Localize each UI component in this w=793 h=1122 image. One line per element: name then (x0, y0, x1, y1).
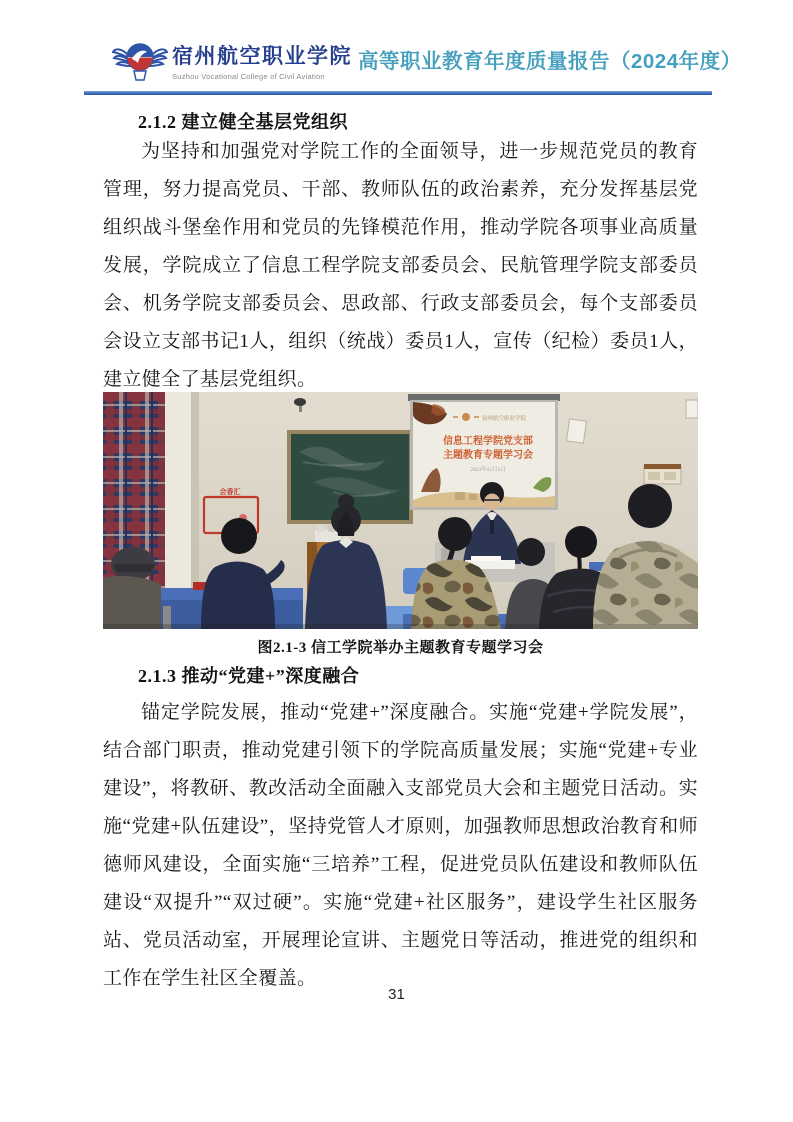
college-logo-icon (112, 36, 168, 86)
page-header (84, 34, 742, 88)
figure-caption: 图2.1-3 信工学院举办主题教育专题学习会 (257, 640, 544, 656)
photo-electrical-box (644, 464, 681, 484)
slide-title-line2: 主题教育专题学习会 (443, 450, 533, 461)
header-divider-rule (84, 91, 712, 95)
svg-text:会香汇: 会香汇 (219, 488, 241, 496)
college-name-en: Suzhou Vocational College of Civil Aviation (172, 72, 325, 81)
section-heading-213: 2.1.3 推动“党建+”深度融合 (138, 666, 360, 686)
page-number: 31 (388, 986, 405, 1003)
section-paragraph-212: 为坚持和加强党对学院工作的全面领导，进一步规范党员的教育管理，努力提高党员、干部、教师队伍的政治素养，充分发挥基层党组织战斗堡垒作用和党员的先锋模范作用，推动学院各项事业高质量发展，学院成立了信息工程学院支部委员会、民航管理学院支部委员会、机务学院支部委员会、思政部、行政支部委员会，每个支部委员会设立支部书记1人，组织（统战）委员1人，宣传（纪检）委员1人，建立健全了基层党组织。 (103, 141, 698, 390)
slide-title-line1: 信息工程学院党支部 (443, 436, 533, 447)
section-paragraph-213: 锚定学院发展，推动“党建+”深度融合。实施“党建+学院发展”，结合部门职责，推动党建引领下的学院高质量发展；实施“党建+专业建设”，将教研、教改活动全面融入支部党员大会和主题党日活动。实施“党建+队伍建设”，坚持党管人才原则，加强教师思想政治教育和师德师风建设，全面实施“三培养”工程，促进党员队伍建设和教师队伍建设“双提升”“双过硬”。实施“党建+社区服务”，建设学生社区服务站、党员活动室，开展理论宣讲、主题党日等活动，推进党的组织和工作在学生社区全覆盖。 (103, 702, 698, 989)
slide-logo-text: 宿州航空职业学院 (481, 416, 527, 422)
section-heading-212: 2.1.2 建立健全基层党组织 (138, 112, 348, 132)
report-title: 高等职业教育年度质量报告（2024年度） (358, 50, 742, 73)
slide-date: 2023年12月1日 (470, 467, 506, 473)
figure-photo-classroom-meeting (103, 392, 698, 629)
college-name-block (172, 40, 372, 81)
college-name-zh: 宿州航空职业学院 (172, 45, 352, 68)
